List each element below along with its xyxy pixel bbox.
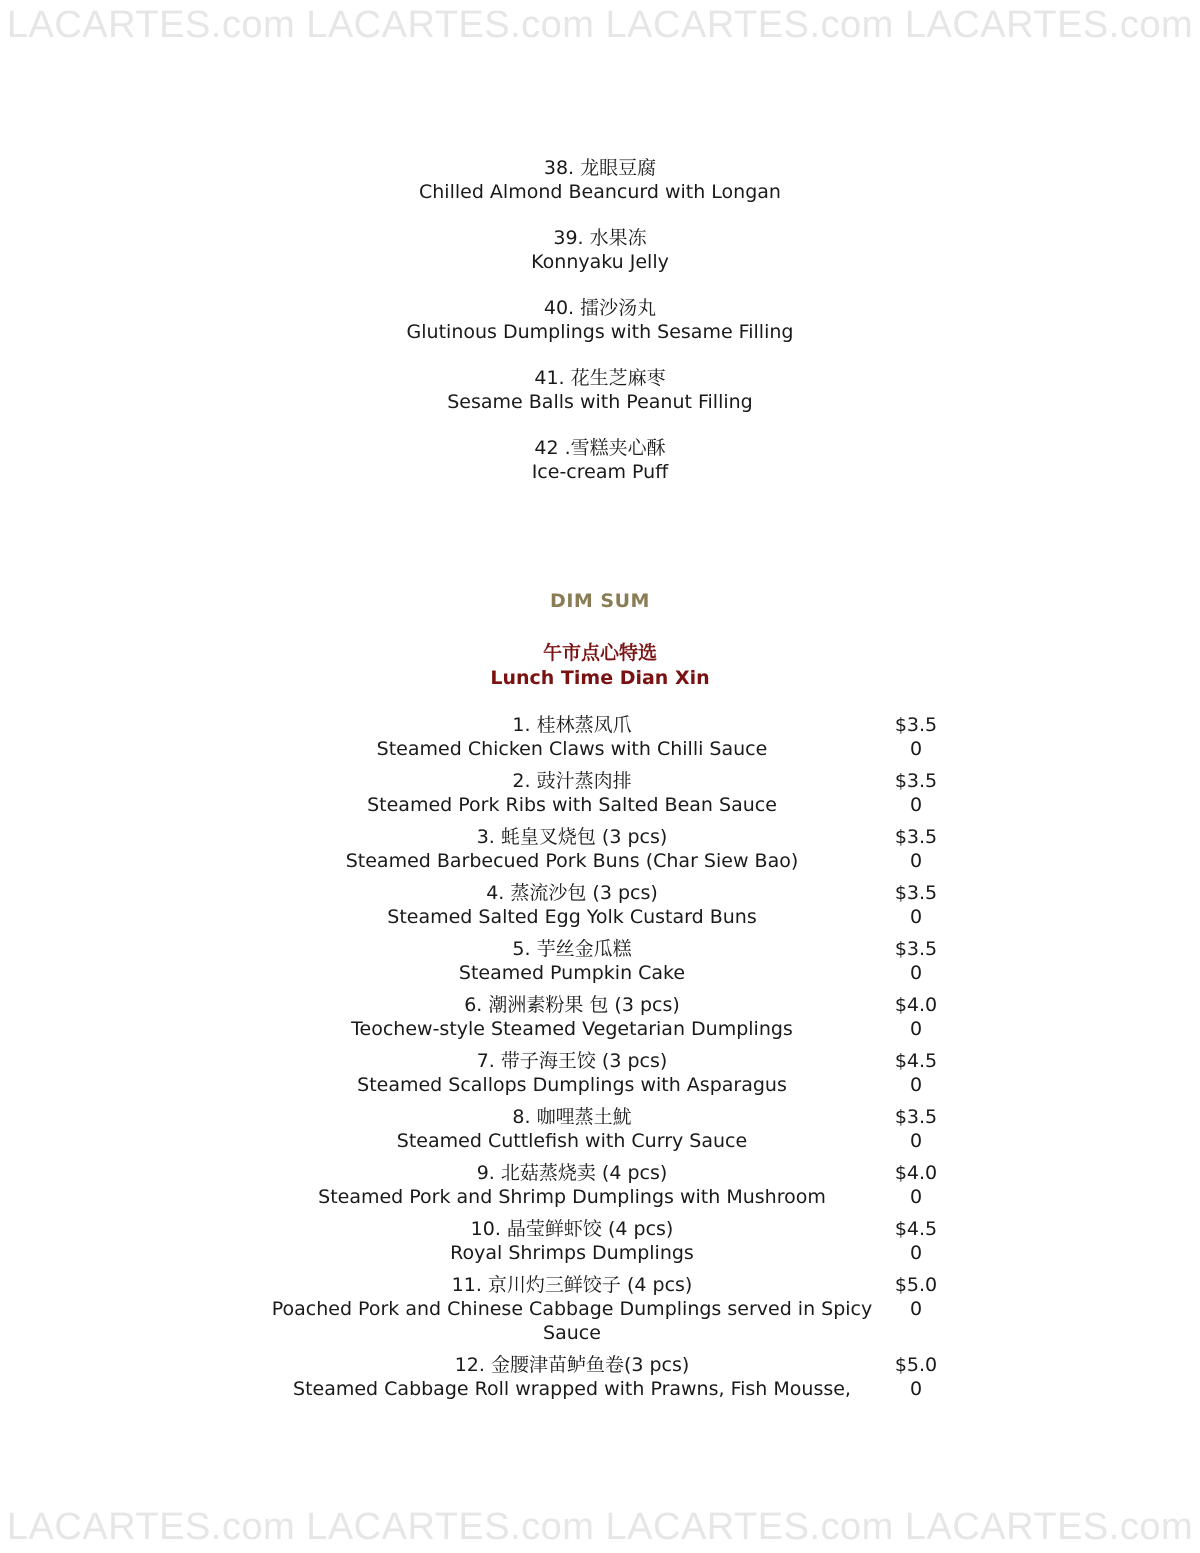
menu-row bbox=[258, 713, 958, 761]
item-description bbox=[258, 937, 886, 985]
price-line-1: $5.0 bbox=[894, 1354, 938, 1376]
item-price bbox=[886, 993, 946, 1041]
item-description bbox=[258, 881, 886, 929]
menu-row bbox=[258, 1217, 958, 1265]
price-line-2: 0 bbox=[909, 1186, 923, 1208]
menu-row bbox=[258, 1161, 958, 1209]
dessert-item bbox=[300, 156, 900, 204]
item-price bbox=[886, 769, 946, 817]
item-name-cn: 2. 豉汁蒸肉排 bbox=[512, 770, 632, 792]
item-price bbox=[886, 1049, 946, 1097]
menu-row bbox=[258, 993, 958, 1041]
price-line-2: 0 bbox=[909, 906, 923, 928]
item-name-cn: 8. 咖哩蒸土魷 bbox=[512, 1106, 632, 1128]
item-name-cn: 10. 晶莹鲜虾饺 (4 pcs) bbox=[470, 1218, 674, 1240]
menu-row bbox=[258, 1273, 958, 1345]
price-line-2: 0 bbox=[909, 1018, 923, 1040]
item-name-en: Steamed Cuttlefish with Curry Sauce bbox=[396, 1130, 748, 1152]
item-name-en: Steamed Cabbage Roll wrapped with Prawns, Fish Mousse, bbox=[293, 1378, 851, 1400]
item-name-en: Poached Pork and Chinese Cabbage Dumplings served in Spicy Sauce bbox=[271, 1298, 873, 1344]
menu-row bbox=[258, 937, 958, 985]
price-line-2: 0 bbox=[909, 1298, 923, 1320]
price-line-1: $4.0 bbox=[894, 1162, 938, 1184]
item-description bbox=[258, 1217, 886, 1265]
item-name-en: Steamed Pork and Shrimp Dumplings with Mushroom bbox=[318, 1186, 826, 1208]
dessert-name-en: Glutinous Dumplings with Sesame Filling bbox=[406, 321, 794, 343]
price-line-1: $3.5 bbox=[894, 826, 938, 848]
price-line-2: 0 bbox=[909, 850, 923, 872]
price-line-2: 0 bbox=[909, 1130, 923, 1152]
item-price bbox=[886, 881, 946, 929]
item-description bbox=[258, 769, 886, 817]
item-description bbox=[258, 1105, 886, 1153]
item-name-en: Steamed Pork Ribs with Salted Bean Sauce bbox=[367, 794, 777, 816]
item-name-cn: 4. 蒸流沙包 (3 pcs) bbox=[486, 882, 658, 904]
dessert-list bbox=[300, 156, 900, 506]
item-price bbox=[886, 937, 946, 985]
price-line-1: $4.5 bbox=[894, 1218, 938, 1240]
item-description bbox=[258, 825, 886, 873]
item-name-cn: 11. 京川灼三鲜饺子 (4 pcs) bbox=[451, 1274, 693, 1296]
dessert-item bbox=[300, 296, 900, 344]
section-title: DIM SUM bbox=[550, 590, 650, 612]
item-name-cn: 1. 桂林蒸凤爪 bbox=[512, 714, 632, 736]
item-name-en: Steamed Pumpkin Cake bbox=[458, 962, 686, 984]
price-line-2: 0 bbox=[909, 962, 923, 984]
item-description bbox=[258, 1353, 886, 1401]
menu-row bbox=[258, 1353, 958, 1401]
menu-row bbox=[258, 1105, 958, 1153]
price-line-1: $3.5 bbox=[894, 714, 938, 736]
item-description bbox=[258, 1161, 886, 1209]
item-price bbox=[886, 825, 946, 873]
item-description bbox=[258, 1049, 886, 1097]
item-name-en: Royal Shrimps Dumplings bbox=[450, 1242, 694, 1264]
item-price bbox=[886, 1353, 946, 1401]
price-line-1: $3.5 bbox=[894, 1106, 938, 1128]
dessert-name-cn: 39. 水果冻 bbox=[553, 227, 647, 249]
price-line-1: $3.5 bbox=[894, 882, 938, 904]
item-name-cn: 12. 金腰津苗鲈鱼卷(3 pcs) bbox=[454, 1354, 690, 1376]
dessert-name-cn: 41. 花生芝麻枣 bbox=[534, 367, 666, 389]
item-description bbox=[258, 713, 886, 761]
dessert-name-en: Ice-cream Puff bbox=[531, 461, 669, 483]
item-price bbox=[886, 1217, 946, 1265]
dessert-name-cn: 38. 龙眼豆腐 bbox=[543, 157, 657, 179]
price-line-1: $5.0 bbox=[894, 1274, 938, 1296]
item-name-en: Teochew-style Steamed Vegetarian Dumplings bbox=[351, 1018, 793, 1040]
item-name-en: Steamed Barbecued Pork Buns (Char Siew Bao) bbox=[345, 850, 799, 872]
item-description bbox=[258, 1273, 886, 1345]
dessert-item bbox=[300, 366, 900, 414]
dessert-item bbox=[300, 226, 900, 274]
dessert-name-en: Konnyaku Jelly bbox=[531, 251, 669, 273]
dessert-name-cn: 40. 擂沙汤丸 bbox=[543, 297, 657, 319]
item-name-cn: 3. 蚝皇叉烧包 (3 pcs) bbox=[476, 826, 668, 848]
watermark-top: LACARTES.com LACARTES.com LACARTES.com LACARTES.com bbox=[6, 4, 1194, 46]
price-line-2: 0 bbox=[909, 1242, 923, 1264]
dessert-name-cn: 42 .雪糕夹心酥 bbox=[534, 437, 666, 459]
menu-row bbox=[258, 881, 958, 929]
item-price bbox=[886, 1273, 946, 1321]
item-price bbox=[886, 1105, 946, 1153]
menu-row bbox=[258, 825, 958, 873]
dim-sum-list bbox=[258, 713, 958, 1409]
item-name-en: Steamed Chicken Claws with Chilli Sauce bbox=[376, 738, 768, 760]
section-subtitle bbox=[0, 641, 1200, 691]
item-name-cn: 6. 潮洲素粉果 包 (3 pcs) bbox=[464, 994, 680, 1016]
price-line-1: $3.5 bbox=[894, 938, 938, 960]
item-price bbox=[886, 713, 946, 761]
subtitle-cn: 午市点心特选 bbox=[542, 642, 657, 664]
menu-row bbox=[258, 769, 958, 817]
price-line-2: 0 bbox=[909, 794, 923, 816]
item-description bbox=[258, 993, 886, 1041]
price-line-2: 0 bbox=[909, 738, 923, 760]
price-line-2: 0 bbox=[909, 1378, 923, 1400]
item-name-cn: 5. 芋丝金瓜糕 bbox=[512, 938, 632, 960]
dessert-name-en: Sesame Balls with Peanut Filling bbox=[447, 391, 753, 413]
item-name-cn: 7. 带子海王饺 (3 pcs) bbox=[476, 1050, 668, 1072]
price-line-1: $4.5 bbox=[894, 1050, 938, 1072]
item-name-en: Steamed Scallops Dumplings with Asparagus bbox=[357, 1074, 787, 1096]
item-price bbox=[886, 1161, 946, 1209]
price-line-1: $3.5 bbox=[894, 770, 938, 792]
menu-row bbox=[258, 1049, 958, 1097]
price-line-1: $4.0 bbox=[894, 994, 938, 1016]
dessert-name-en: Chilled Almond Beancurd with Longan bbox=[419, 181, 781, 203]
subtitle-en: Lunch Time Dian Xin bbox=[490, 667, 710, 689]
price-line-2: 0 bbox=[909, 1074, 923, 1096]
item-name-en: Steamed Salted Egg Yolk Custard Buns bbox=[387, 906, 757, 928]
dessert-item bbox=[300, 436, 900, 484]
watermark-bottom: LACARTES.com LACARTES.com LACARTES.com LACARTES.com bbox=[6, 1506, 1194, 1548]
item-name-cn: 9. 北菇蒸烧卖 (4 pcs) bbox=[476, 1162, 668, 1184]
